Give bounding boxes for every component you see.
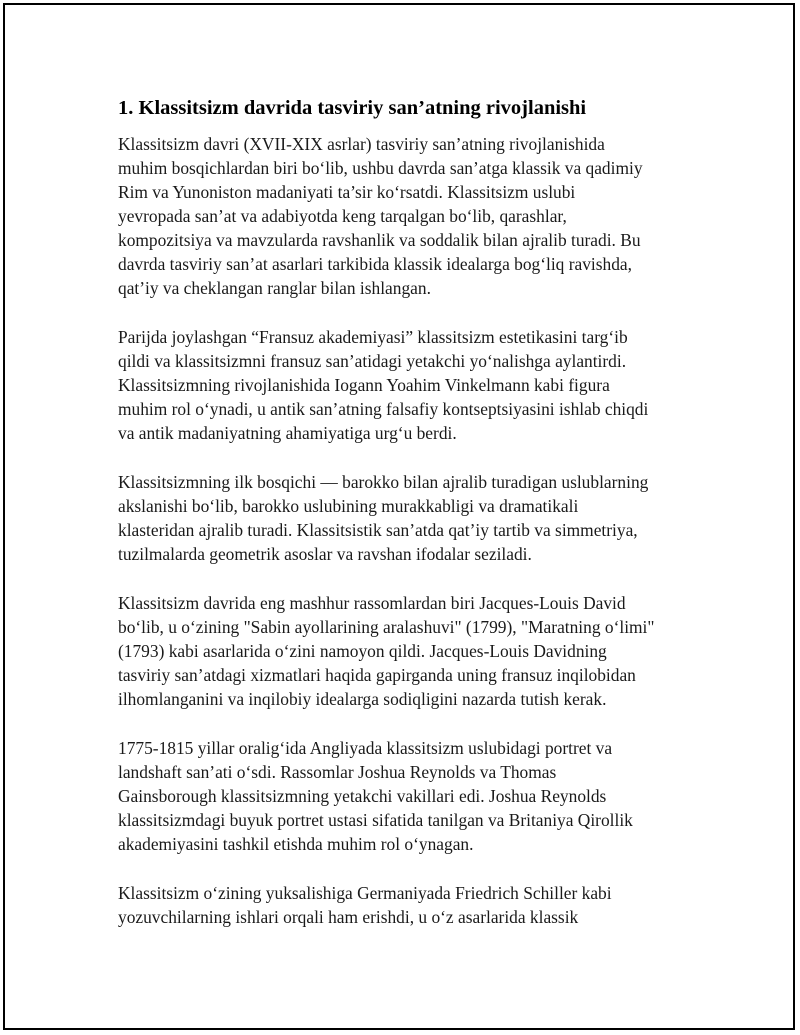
text-line: Klassitsizm davri (XVII-XIX asrlar) tasviriy san’atning rivojlanishida [118,134,605,154]
paragraph-1 [118,132,688,300]
text-line: Klassitsizmning ilk bosqichi — barokko bilan ajralib turadigan uslublarning [118,472,649,492]
text-line: va antik madaniyatning ahamiyatiga urg‘u berdi. [118,423,457,443]
paragraph-3 [118,470,688,566]
text-line: 1775-1815 yillar oralig‘ida Angliyada klassitsizm uslubidagi portret va [118,738,613,758]
text-line: bo‘lib, u o‘zining "Sabin ayollarining aralashuvi" (1799), "Maratning o‘limi" [118,617,655,637]
text-line: muhim rol o‘ynadi, u antik san’atning falsafiy kontseptsiyasini ishlab chiqdi [118,399,649,419]
text-line: muhim bosqichlardan biri bo‘lib, ushbu davrda san’atga klassik va qadimiy [118,158,643,178]
text-line: Rim va Yunoniston madaniyati ta’sir ko‘rsatdi. Klassitsizm uslubi [118,182,576,202]
text-line: Parijda joylashgan “Fransuz akademiyasi” klassitsizm estetikasini targ‘ib [118,327,628,347]
text-line: tuzilmalarda geometrik asoslar va ravshan ifodalar seziladi. [118,544,532,564]
text-line: klassitsizmdagi buyuk portret ustasi sifatida tanilgan va Britaniya Qirollik [118,810,633,830]
text-line: kompozitsiya va mavzularda ravshanlik va soddalik bilan ajralib turadi. Bu [118,230,641,250]
text-line: yevropada san’at va adabiyotda keng tarqalgan bo‘lib, qarashlar, [118,206,567,226]
paragraph-2 [118,325,688,445]
section-heading: 1. Klassitsizm davrida tasviriy san’atning rivojlanishi [118,97,587,119]
document-body [118,96,688,954]
text-line: Gainsborough klassitsizmning yetakchi vakillari edi. Joshua Reynolds [118,786,607,806]
text-line: yozuvchilarning ishlari orqali ham erishdi, u o‘z asarlarida klassik [118,907,579,927]
paragraph-4 [118,591,688,711]
text-line: landshaft san’ati o‘sdi. Rassomlar Joshua Reynolds va Thomas [118,762,557,782]
text-line: tasviriy san’atdagi xizmatlari haqida gapirganda uning fransuz inqilobidan [118,665,636,685]
text-line: (1793) kabi asarlarida o‘zini namoyon qildi. Jacques-Louis Davidning [118,641,607,661]
text-line: klasteridan ajralib turadi. Klassitsistik san’atda qat’iy tartib va simmetriya, [118,520,638,540]
paragraph-5 [118,736,688,856]
text-line: Klassitsizm o‘zining yuksalishiga Germaniyada Friedrich Schiller kabi [118,883,612,903]
text-line: Klassitsizmning rivojlanishida Iogann Yoahim Vinkelmann kabi figura [118,375,610,395]
text-line: akslanishi bo‘lib, barokko uslubining murakkabligi va dramatikali [118,496,579,516]
text-line: akademiyasini tashkil etishda muhim rol o‘ynagan. [118,834,474,854]
paragraph-6 [118,881,688,929]
text-line: ilhomlanganini va inqilobiy idealarga sodiqligini nazarda tutish kerak. [118,689,607,709]
text-line: Klassitsizm davrida eng mashhur rassomlardan biri Jacques-Louis David [118,593,626,613]
text-line: qat’iy va cheklangan ranglar bilan ishlangan. [118,278,431,298]
text-line: qildi va klassitsizmni fransuz san’atidagi yetakchi yo‘nalishga aylantirdi. [118,351,627,371]
text-line: davrda tasviriy san’at asarlari tarkibida klassik idealarga bog‘liq ravishda, [118,254,632,274]
